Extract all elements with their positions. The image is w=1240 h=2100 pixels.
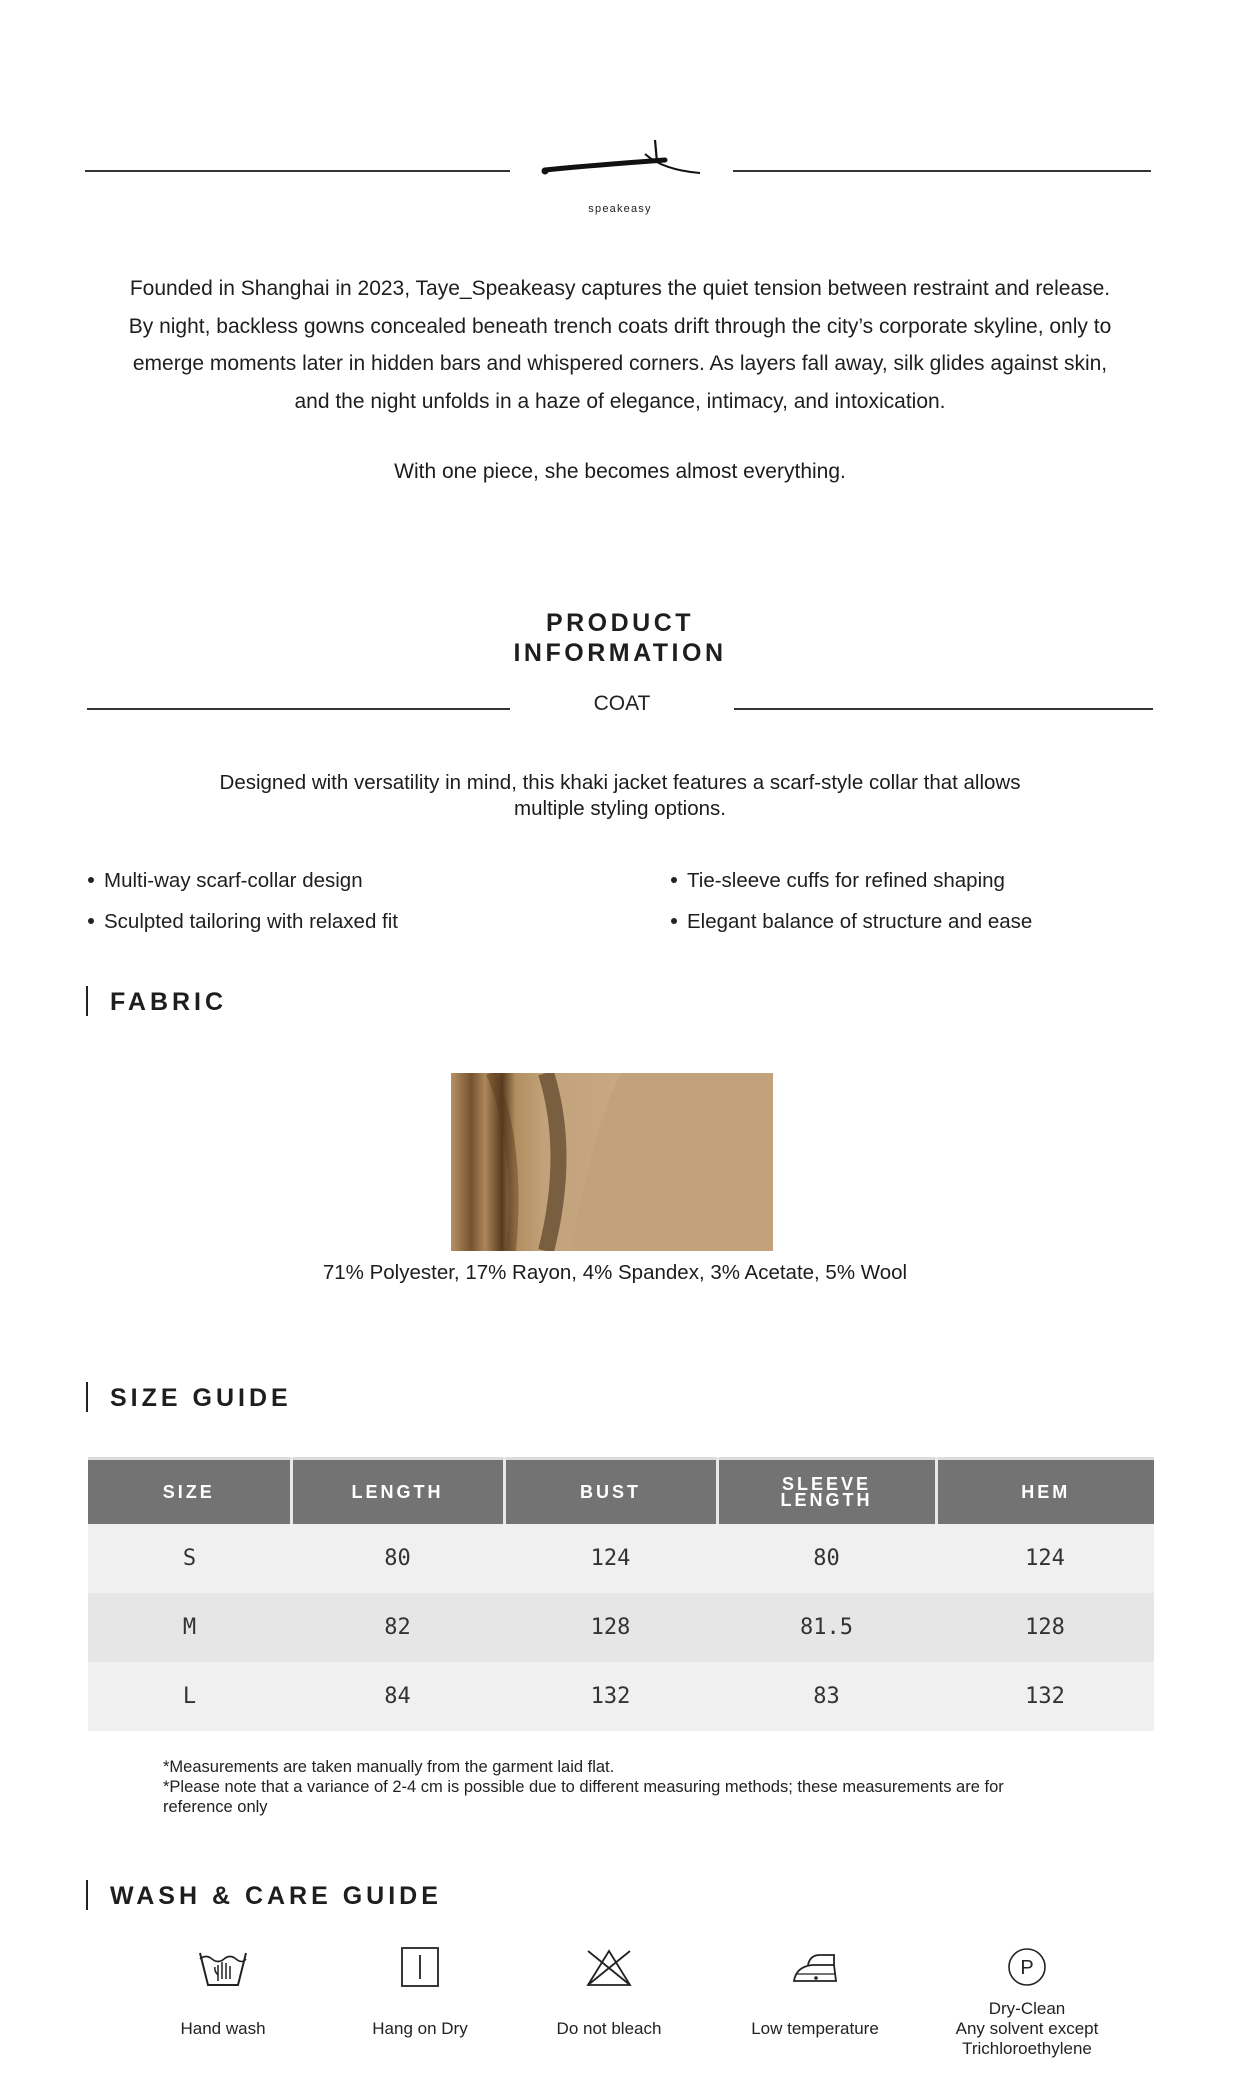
category-rule-left (87, 708, 510, 710)
care-item-dry-clean (932, 1945, 1122, 2059)
fabric-title: FABRIC (110, 988, 228, 1016)
column-header: HEM (936, 1459, 1154, 1525)
intro-line: By night, backless gowns concealed beneath trench coats drift through the city’s corporate skyline, only to (128, 314, 1112, 338)
bullet-dot-icon (88, 918, 94, 924)
table-row (88, 1593, 1154, 1662)
brand-logo-text: speakeasy (588, 203, 652, 215)
product-description (120, 770, 1120, 822)
hand-wash-icon (196, 1945, 250, 1991)
fabric-swatch (451, 1073, 773, 1251)
header-rule-left (85, 170, 510, 172)
no-bleach-icon (582, 1945, 636, 1991)
care-item-hang-dry (325, 1945, 515, 2039)
care-label-line: Trichloroethylene (962, 2039, 1092, 2058)
brand-intro (110, 270, 1130, 420)
table-cell: M (88, 1593, 291, 1662)
product-category: COAT (593, 692, 651, 715)
category-rule-right (734, 708, 1153, 710)
bullet-dot-icon (88, 877, 94, 883)
care-label-line: Any solvent except (955, 2019, 1099, 2038)
header-rule-right (733, 170, 1151, 172)
size-note-line: *Please note that a variance of 2-4 cm is possible due to different measuring methods; these measurements are for (163, 1778, 1004, 1796)
care-label-line: Dry-Clean (988, 1999, 1066, 2018)
column-header: LENGTH (291, 1459, 504, 1525)
table-cell: 132 (936, 1662, 1154, 1731)
section-marker (86, 986, 88, 1016)
feature-label: Sculpted tailoring with relaxed fit (104, 910, 398, 933)
size-note-line: *Measurements are taken manually from the garment laid flat. (163, 1758, 615, 1776)
size-guide-title: SIZE GUIDE (110, 1384, 292, 1412)
care-label: Hand wash (180, 2019, 266, 2038)
table-cell: 124 (936, 1524, 1154, 1593)
table-row (88, 1662, 1154, 1731)
feature-label: Multi-way scarf-collar design (104, 869, 363, 892)
size-table-header (88, 1459, 1154, 1525)
feature-item (88, 910, 398, 934)
feature-item (671, 869, 1005, 893)
table-cell: 132 (504, 1662, 717, 1731)
table-cell: 82 (291, 1593, 504, 1662)
table-row (88, 1524, 1154, 1593)
column-header: SIZE (88, 1459, 291, 1525)
dry-clean-p-icon (1000, 1945, 1054, 1991)
hang-dry-icon (393, 1945, 447, 1991)
column-header: SLEEVE LENGTH (717, 1459, 936, 1525)
table-cell: 128 (504, 1593, 717, 1662)
care-label: Hang on Dry (372, 2019, 468, 2038)
table-cell: 84 (291, 1662, 504, 1731)
fabric-composition: 71% Polyester, 17% Rayon, 4% Spandex, 3% Acetate, 5% Wool (322, 1261, 908, 1284)
description-line: Designed with versatility in mind, this khaki jacket features a scarf-style collar that allows (219, 771, 1021, 794)
product-title-line: PRODUCT (545, 609, 695, 637)
section-marker (86, 1880, 88, 1910)
bullet-dot-icon (671, 877, 677, 883)
brand-tagline: With one piece, she becomes almost everything. (394, 460, 846, 483)
care-item-no-bleach (514, 1945, 704, 2039)
care-guide-title: WASH & CARE GUIDE (110, 1882, 442, 1910)
table-cell: 80 (717, 1524, 936, 1593)
table-cell: 124 (504, 1524, 717, 1593)
size-notes (163, 1757, 1063, 1817)
column-header: BUST (504, 1459, 717, 1525)
intro-line: emerge moments later in hidden bars and whispered corners. As layers fall away, silk glides against skin, (132, 352, 1108, 375)
size-table (88, 1457, 1154, 1731)
care-label: Do not bleach (556, 2019, 662, 2038)
product-title-line: INFORMATION (513, 639, 727, 667)
care-item-iron-low (720, 1945, 910, 2039)
brand-logo-mark (535, 130, 710, 190)
description-line: multiple styling options. (514, 797, 726, 820)
table-cell: 128 (936, 1593, 1154, 1662)
table-cell: 80 (291, 1524, 504, 1593)
table-cell: S (88, 1524, 291, 1593)
section-marker (86, 1382, 88, 1412)
product-info-title (420, 608, 820, 668)
bullet-dot-icon (671, 918, 677, 924)
size-note-line: reference only (163, 1798, 268, 1816)
feature-label: Tie-sleeve cuffs for refined shaping (687, 869, 1005, 892)
feature-item (88, 869, 363, 893)
table-cell: L (88, 1662, 291, 1731)
care-label: Low temperature (751, 2019, 879, 2038)
iron-low-icon (788, 1945, 842, 1991)
table-cell: 83 (717, 1662, 936, 1731)
care-item-hand-wash (128, 1945, 318, 2039)
intro-line: and the night unfolds in a haze of elegance, intimacy, and intoxication. (294, 389, 946, 413)
intro-line: Founded in Shanghai in 2023, Taye_Speakeasy captures the quiet tension between restraint and release. (129, 277, 1111, 300)
feature-item (671, 910, 1032, 934)
care-label (932, 1999, 1122, 2059)
svg-text:P: P (1020, 1957, 1034, 1979)
feature-label: Elegant balance of structure and ease (687, 910, 1033, 933)
table-cell: 81.5 (717, 1593, 936, 1662)
